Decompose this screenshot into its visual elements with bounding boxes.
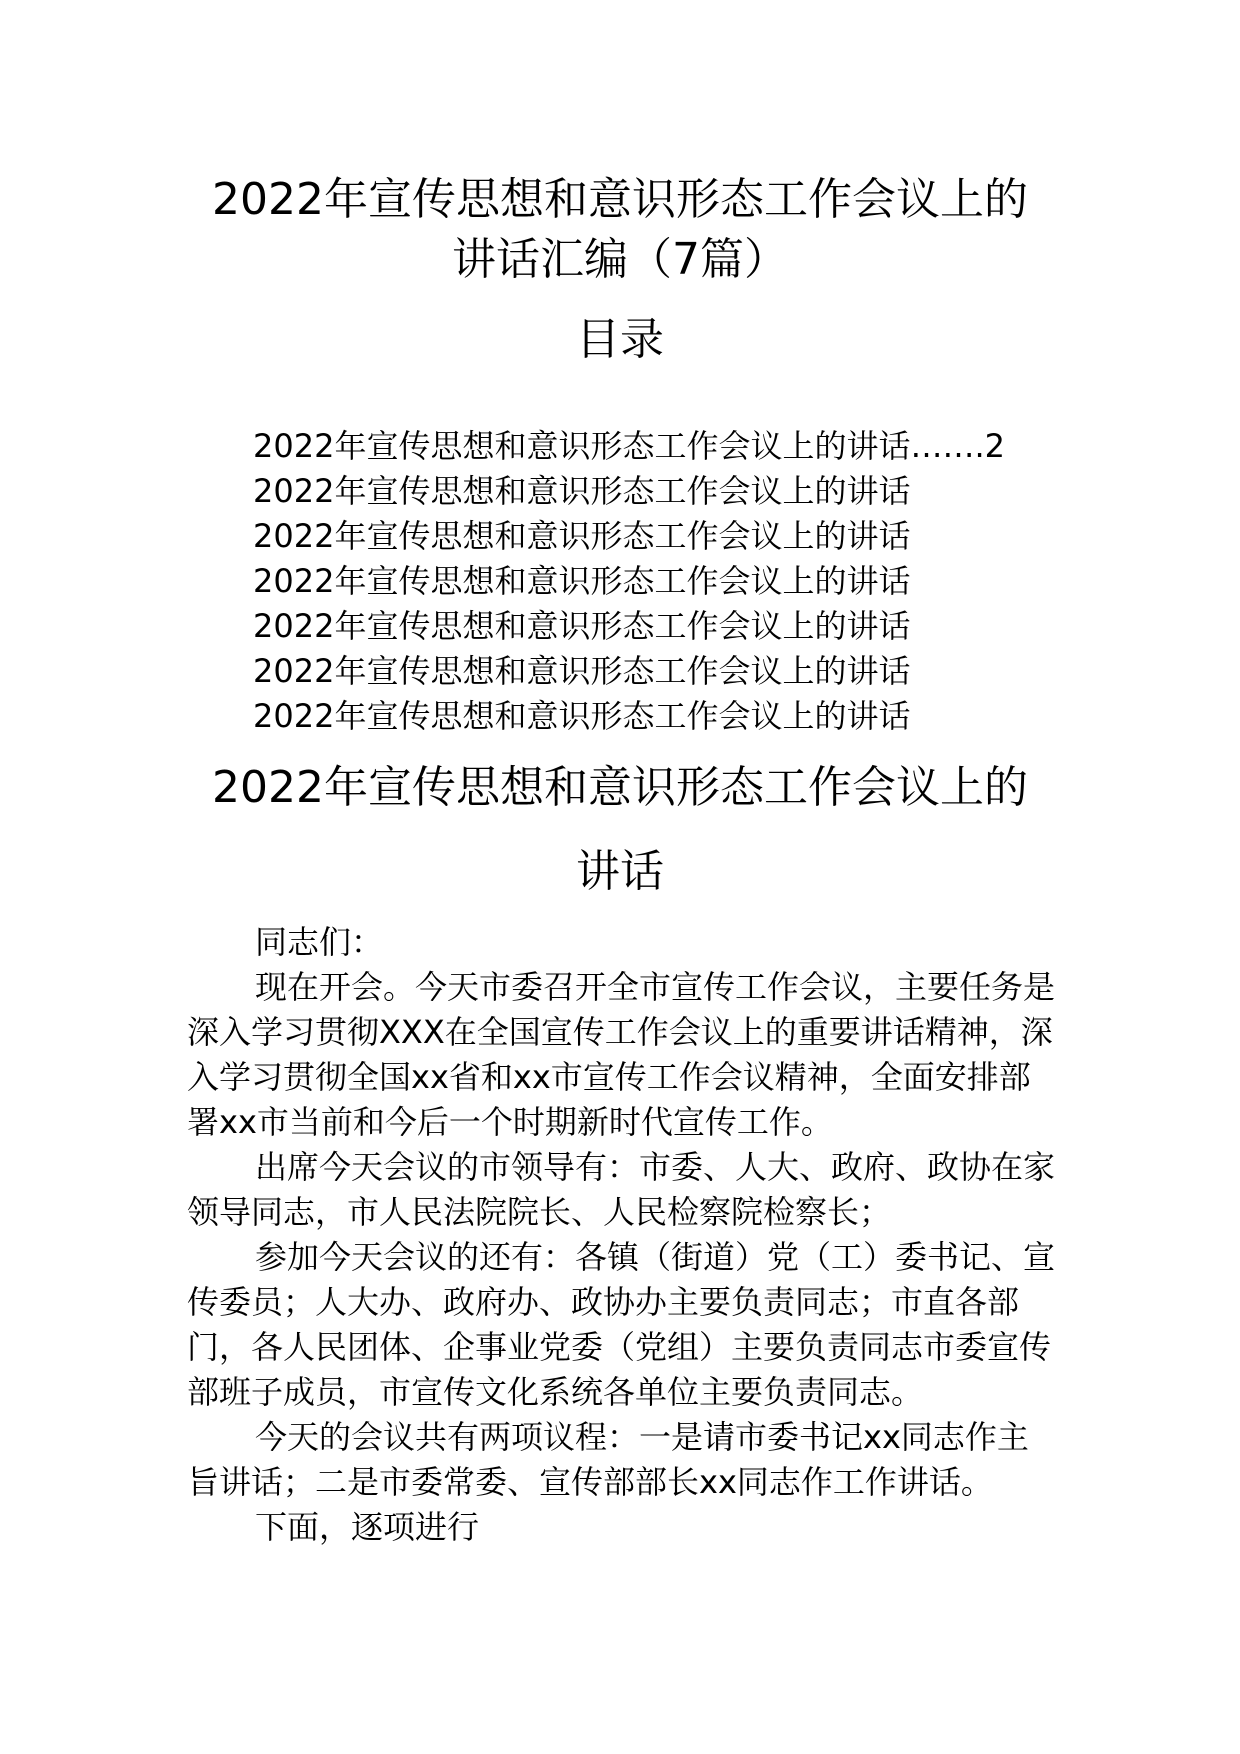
toc-item-5[interactable]: 2022年宣传思想和意识形态工作会议上的讲话	[253, 607, 911, 645]
document-title-line-2: 讲话汇编（7篇）	[452, 234, 788, 285]
section-title-line-1: 2022年宣传思想和意识形态工作会议上的	[212, 762, 1028, 813]
paragraph-opening: 现在开会。今天市委召开全市宣传工作会议，主要任务是深入学习贯彻XXX在全国宣传工作会议上的重要讲话精神，深入学习贯彻全国xx省和xx市宣传工作会议精神，全面安排部署xx市当前和今后一个时期新时代宣传工作。	[187, 968, 1056, 1141]
toc-heading: 目录	[576, 314, 664, 365]
table-of-contents	[253, 424, 1073, 739]
toc-item-1[interactable]: 2022年宣传思想和意识形态工作会议上的讲话…….2	[253, 427, 1005, 465]
paragraph-attending-leaders: 出席今天会议的市领导有：市委、人大、政府、政协在家领导同志，市人民法院院长、人民检察院检察长；	[187, 1148, 1056, 1231]
toc-item-3[interactable]: 2022年宣传思想和意识形态工作会议上的讲话	[253, 517, 911, 555]
toc-item-2[interactable]: 2022年宣传思想和意识形态工作会议上的讲话	[253, 472, 911, 510]
section-title-line-2: 讲话	[576, 846, 664, 897]
paragraph-proceed: 下面，逐项进行	[255, 1508, 480, 1546]
speech-body	[187, 920, 1057, 1550]
document-title-line-1: 2022年宣传思想和意识形态工作会议上的	[212, 174, 1028, 225]
paragraph-agenda: 今天的会议共有两项议程：一是请市委书记xx同志作主旨讲话；二是市委常委、宣传部部长xx同志作工作讲话。	[187, 1418, 1029, 1501]
toc-item-6[interactable]: 2022年宣传思想和意识形态工作会议上的讲话	[253, 652, 911, 690]
toc-item-4[interactable]: 2022年宣传思想和意识形态工作会议上的讲话	[253, 562, 911, 600]
paragraph-greeting: 同志们：	[255, 923, 384, 961]
toc-item-7[interactable]: 2022年宣传思想和意识形态工作会议上的讲话	[253, 697, 911, 735]
paragraph-other-attendees: 参加今天会议的还有：各镇（街道）党（工）委书记、宣传委员；人大办、政府办、政协办主要负责同志；市直各部门，各人民团体、企事业党委（党组）主要负责同志市委宣传部班子成员，市宣传文化系统各单位主要负责同志。	[187, 1238, 1056, 1411]
